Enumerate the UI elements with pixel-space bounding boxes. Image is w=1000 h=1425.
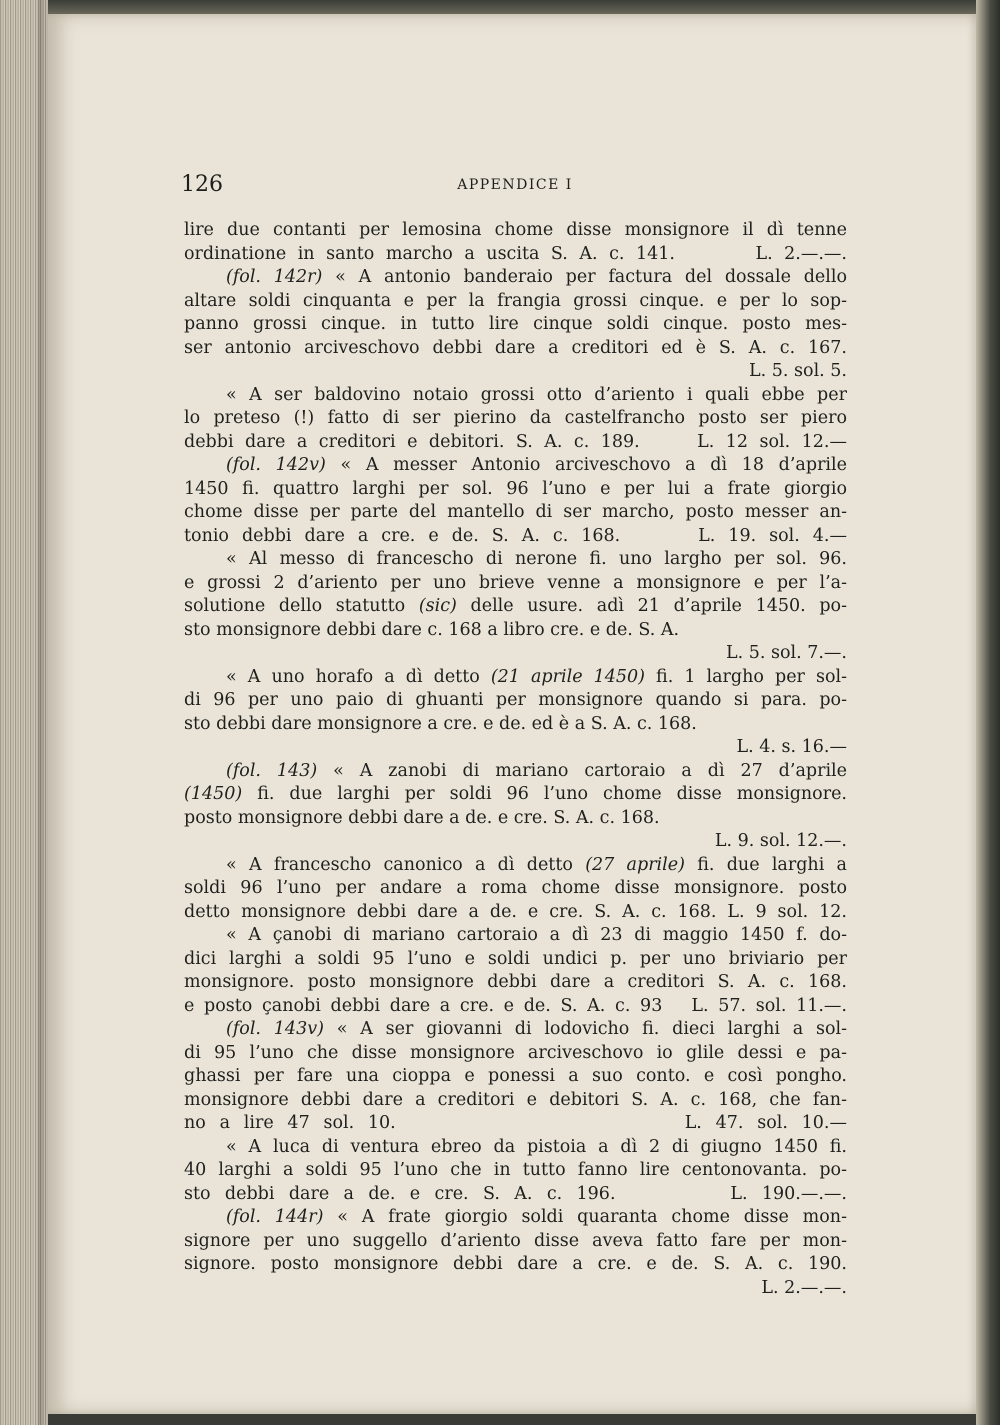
text-segment: « A francescho canonico a dì detto [226, 854, 586, 875]
body-text [184, 219, 847, 1300]
book-top-edge [48, 0, 1000, 14]
italic-segment: (fol. 142v) [226, 455, 326, 475]
text-line [184, 1159, 847, 1183]
text-line [184, 1253, 847, 1277]
text-line [184, 971, 847, 995]
text-line [184, 243, 847, 267]
text-segment: L. 5. sol. 7.—. [725, 643, 847, 663]
text-line [184, 713, 847, 737]
text-segment: monsignore. posto monsignore debbi dare a creditori S. A. c. 168. [184, 972, 847, 992]
text-line [184, 501, 847, 525]
text-line [184, 1277, 847, 1301]
text-segment: ghassi per fare una cioppa e ponessi a suo conto. e così pongho. [184, 1066, 847, 1086]
text-line [184, 1112, 847, 1136]
text-segment: dici larghi a soldi 95 l’uno e soldi undici p. per uno briviario per [184, 948, 847, 969]
text-line [184, 1089, 847, 1113]
text-line [184, 783, 847, 807]
text-line [184, 360, 847, 384]
italic-segment: (fol. 142r) [226, 267, 323, 287]
text-segment: debbi dare a creditori e debitori. S. A. c. 189. L. 12 sol. 12.— [184, 431, 847, 452]
text-segment: « A uno horafo a dì detto [226, 666, 491, 687]
text-segment: tonio debbi dare a cre. e de. S. A. c. 168. L. 19. sol. 4.— [184, 525, 847, 546]
text-segment: 1450 fi. quattro larghi per sol. 96 l’uno e per lui a frate giorgio [184, 478, 847, 499]
text-segment: « A ser baldovino notaio grossi otto d’ariento i quali ebbe per [226, 384, 847, 405]
text-segment: fi. due larghi a [684, 854, 847, 875]
text-line [184, 948, 847, 972]
text-line [184, 736, 847, 760]
text-line [184, 689, 847, 713]
text-line [184, 548, 847, 572]
text-segment: detto monsignore debbi dare a de. e cre. S. A. c. 168. L. 9 sol. 12. [184, 901, 847, 922]
text-segment: sto debbi dare monsignore a cre. e de. ed è a S. A. c. 168. [184, 713, 697, 734]
text-segment: monsignore debbi dare a creditori e debitori S. A. c. 168, che fan- [184, 1089, 847, 1110]
text-line [184, 572, 847, 596]
text-line [184, 854, 847, 878]
text-segment: « A luca di ventura ebreo da pistoia a dì 2 di giugno 1450 fi. [226, 1136, 847, 1157]
text-line [184, 337, 847, 361]
text-line [184, 1183, 847, 1207]
text-segment: « A messer Antonio arciveschovo a dì 18 d’aprile [325, 455, 847, 475]
text-line [184, 219, 847, 243]
text-line [184, 1136, 847, 1160]
text-line [184, 830, 847, 854]
text-line [184, 595, 847, 619]
text-line [184, 877, 847, 901]
text-segment: altare soldi cinquanta e per la frangia grossi cinque. e per lo sop- [184, 290, 847, 311]
text-segment: lo preteso (!) fatto di ser pierino da castelfrancho posto ser piero [184, 408, 847, 428]
text-line [184, 924, 847, 948]
text-segment: e posto çanobi debbi dare a cre. e de. S. A. c. 93 L. 57. sol. 11.—. [184, 995, 847, 1016]
book-page-stack [0, 0, 48, 1425]
running-head: APPENDICE I [457, 177, 573, 193]
text-segment: L. 9. sol. 12.—. [714, 831, 847, 851]
text-segment: no a lire 47 sol. 10. L. 47. sol. 10.— [184, 1113, 847, 1133]
italic-segment: (1450) [184, 784, 243, 804]
text-segment: fi. 1 largho per sol- [644, 666, 848, 687]
text-segment: delle usure. adì 21 d’aprile 1450. po- [456, 596, 847, 616]
text-segment: soldi 96 l’uno per andare a roma chome disse monsignore. posto [184, 878, 847, 898]
text-line [184, 995, 847, 1019]
text-line [184, 760, 847, 784]
text-segment: e grossi 2 d’ariento per uno brieve venne a monsignore e per l’a- [184, 572, 847, 593]
text-segment: di 96 per uno paio di ghuanti per monsignore quando si para. po- [184, 690, 847, 710]
text-segment: L. 5. sol. 5. [749, 361, 847, 381]
text-line [184, 619, 847, 643]
text-segment: « Al messo di francescho di nerone fi. uno largho per sol. 96. [226, 549, 847, 569]
italic-segment: (fol. 144r) [226, 1207, 324, 1227]
text-segment: « A çanobi di mariano cartoraio a dì 23 di maggio 1450 f. do- [226, 925, 847, 945]
book-cover-edge [976, 0, 1000, 1425]
text-segment: signore. posto monsignore debbi dare a cre. e de. S. A. c. 190. [184, 1254, 847, 1274]
text-line [184, 1206, 847, 1230]
text-line [184, 807, 847, 831]
text-segment: « A ser giovanni di lodovicho fi. dieci larghi a sol- [323, 1019, 847, 1039]
text-segment: « A zanobi di mariano cartoraio a dì 27 d’aprile [317, 760, 848, 781]
text-segment: posto monsignore debbi dare a de. e cre. S. A. c. 168. [184, 807, 660, 828]
text-segment: solutione dello statutto [184, 596, 419, 616]
italic-segment: (sic) [418, 596, 457, 616]
text-segment: chome disse per parte del mantello di ser marcho, posto messer an- [184, 502, 847, 522]
text-line [184, 1065, 847, 1089]
text-line [184, 525, 847, 549]
text-line [184, 478, 847, 502]
text-segment: di 95 l’uno che disse monsignore arciveschovo io glile dessi e pa- [184, 1042, 847, 1063]
text-segment: panno grossi cinque. in tutto lire cinque soldi cinque. posto mes- [184, 314, 847, 334]
text-line [184, 431, 847, 455]
italic-segment: (27 aprile) [585, 854, 685, 875]
text-segment: 40 larghi a soldi 95 l’uno che in tutto fanno lire centonovanta. po- [184, 1160, 847, 1180]
text-line [184, 901, 847, 925]
italic-segment: (21 aprile 1450) [490, 666, 645, 687]
italic-segment: (fol. 143) [226, 760, 318, 781]
text-line [184, 290, 847, 314]
text-line [184, 1230, 847, 1254]
text-line [184, 666, 847, 690]
text-segment: ser antonio arciveschovo debbi dare a creditori ed è S. A. c. 167. [184, 337, 847, 358]
text-segment: signore per uno suggello d’ariento disse aveva fatto fare per mon- [184, 1230, 847, 1251]
text-line [184, 1018, 847, 1042]
page-number: 126 [181, 172, 223, 197]
text-segment: « A antonio banderaio per factura del dossale dello [322, 267, 847, 287]
text-segment: sto monsignore debbi dare c. 168 a libro cre. e de. S. A. [184, 619, 680, 640]
text-segment: L. 4. s. 16.— [736, 737, 847, 757]
text-segment: fi. due larghi per soldi 96 l’uno chome disse monsignore. [242, 784, 847, 804]
text-line [184, 1042, 847, 1066]
text-line [184, 407, 847, 431]
text-segment: « A frate giorgio soldi quaranta chome disse mon- [323, 1207, 847, 1227]
text-line [184, 454, 847, 478]
page-header [181, 172, 849, 202]
italic-segment: (fol. 143v) [226, 1019, 324, 1039]
text-segment: L. 2.—.—. [761, 1277, 847, 1298]
text-line [184, 642, 847, 666]
text-line [184, 266, 847, 290]
text-line [184, 313, 847, 337]
text-segment: lire due contanti per lemosina chome disse monsignore il dì tenne [184, 220, 847, 240]
text-segment: ordinatione in santo marcho a uscita S. A. c. 141. L. 2.—.—. [184, 243, 847, 264]
text-segment: sto debbi dare a de. e cre. S. A. c. 196. L. 190.—.—. [184, 1183, 847, 1204]
text-line [184, 384, 847, 408]
